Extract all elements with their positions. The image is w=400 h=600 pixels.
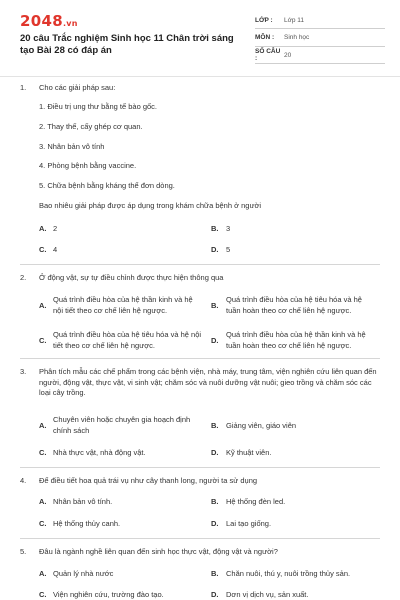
question-divider [20,264,380,265]
option-letter[interactable]: C. [39,590,47,599]
meta-key: LỚP : [255,16,273,24]
option-letter[interactable]: D. [211,245,219,254]
question-divider [20,538,380,539]
list-item: 5. Chữa bệnh bằng kháng thể đơn dòng. [39,181,175,190]
option-letter[interactable]: B. [211,569,219,578]
option-a[interactable]: 2 [53,224,58,233]
option-c[interactable]: 4 [53,245,58,254]
option-letter[interactable]: C. [39,245,47,254]
question-number: 5. [20,547,27,556]
option-letter[interactable]: A. [39,497,47,506]
option-c[interactable]: Nhà thực vật, nhà động vật. [53,448,146,457]
option-d[interactable]: Kỹ thuật viên. [226,448,272,457]
option-c[interactable]: Hệ thống thủy canh. [53,519,121,528]
option-b[interactable]: Hệ thống đèn led. [226,497,286,506]
question-number: 2. [20,273,27,282]
site-logo[interactable] [20,12,78,30]
option-letter[interactable]: A. [39,301,47,310]
meta-value: Lớp 11 [284,16,305,24]
option-letter[interactable]: D. [211,590,219,599]
option-b[interactable]: Chăn nuôi, thú y, nuôi trồng thủy sản. [226,569,351,578]
page-header [0,0,400,80]
question-text: Phân tích mẫu các chế phẩm trong các bệnh viện, nhà máy, trung tâm, viện nghiên cứu liên quan đến người, động vật, thực vật, vi sinh vật; chăm sóc và nuôi dưỡng vật nuôi; gieo trồng và chăm sóc các loại cây trồng. [39,367,377,397]
logo-suffix: .vn [62,19,78,28]
list-item: 2. Thay thế, cấy ghép cơ quan. [39,122,143,131]
meta-key: MÔN : [255,34,275,41]
question-text: Để điều tiết hoa quả trái vụ như cây thanh long, người ta sử dụng [39,476,258,485]
option-letter[interactable]: C. [39,336,47,345]
option-letter[interactable]: D. [211,336,219,345]
list-item: 3. Nhân bản vô tính [39,142,105,151]
option-c[interactable]: Quá trình điều hòa của hệ tiêu hóa và hệ nội tiết theo cơ chế liên hệ ngược. [53,330,202,350]
option-letter[interactable]: A. [39,569,47,578]
meta-row-class [255,12,385,29]
question-divider [20,358,380,359]
option-a[interactable]: Chuyên viên hoặc chuyên gia hoạch định chính sách [53,415,191,435]
option-d[interactable]: Quá trình điều hòa của hệ thần kinh và hệ tuần hoàn theo cơ chế liên hệ ngược. [226,330,366,350]
option-a[interactable]: Quản lý nhà nước [53,569,114,578]
option-c[interactable]: Viện nghiên cứu, trường đào tạo. [53,590,164,599]
question-text: Ở động vật, sự tự điều chỉnh được thực hiện thông qua [39,273,224,282]
question-text: Cho các giải pháp sau: [39,83,116,92]
option-letter[interactable]: D. [211,448,219,457]
option-letter[interactable]: A. [39,224,47,233]
question-text: Đâu là ngành nghề liên quan đến sinh học thực vật, động vật và người? [39,547,278,556]
option-letter[interactable]: C. [39,519,47,528]
option-d[interactable]: Dơn vị dịch vụ, sản xuất. [226,590,309,599]
meta-value: 20 [284,51,292,59]
option-d[interactable]: Lai tạo giống. [226,519,272,528]
list-item: 1. Điều trị ung thư bằng tế bào gốc. [39,102,158,111]
option-b[interactable]: 3 [226,224,231,233]
option-letter[interactable]: B. [211,497,219,506]
question-number: 1. [20,83,27,92]
option-d[interactable]: 5 [226,245,231,254]
document-meta [255,12,385,65]
option-letter[interactable]: B. [211,224,219,233]
meta-row-subject [255,30,385,47]
option-b[interactable]: Quá trình điều hòa của hệ tiêu hóa và hệ tuần hoàn theo cơ chế liên hệ ngược. [226,295,362,315]
header-divider [0,76,400,77]
question-prompt: Bao nhiêu giải pháp được áp dụng trong khám chữa bệnh ở người [39,201,262,210]
option-letter[interactable]: D. [211,519,219,528]
question-number: 4. [20,476,27,485]
meta-value: Sinh học [284,34,310,41]
question-divider [20,467,380,468]
option-a[interactable]: Nhân bản vô tính. [53,497,113,506]
option-letter[interactable]: B. [211,301,219,310]
meta-row-count [255,47,385,64]
option-letter[interactable]: C. [39,448,47,457]
option-b[interactable]: Giảng viên, giáo viên [226,421,297,430]
option-letter[interactable]: B. [211,421,219,430]
document-title: 20 câu Trắc nghiệm Sinh học 11 Chân trời sáng tạo Bài 28 có đáp án [20,33,234,56]
question-number: 3. [20,367,27,376]
option-letter[interactable]: A. [39,421,47,430]
meta-key: SỐ CÂU : [255,48,281,62]
option-a[interactable]: Quá trình điều hòa của hệ thần kinh và hệ nội tiết theo cơ chế liên hệ ngược. [53,295,193,315]
logo-text: 2048 [20,12,63,30]
list-item: 4. Phòng bệnh bằng vaccine. [39,161,137,170]
